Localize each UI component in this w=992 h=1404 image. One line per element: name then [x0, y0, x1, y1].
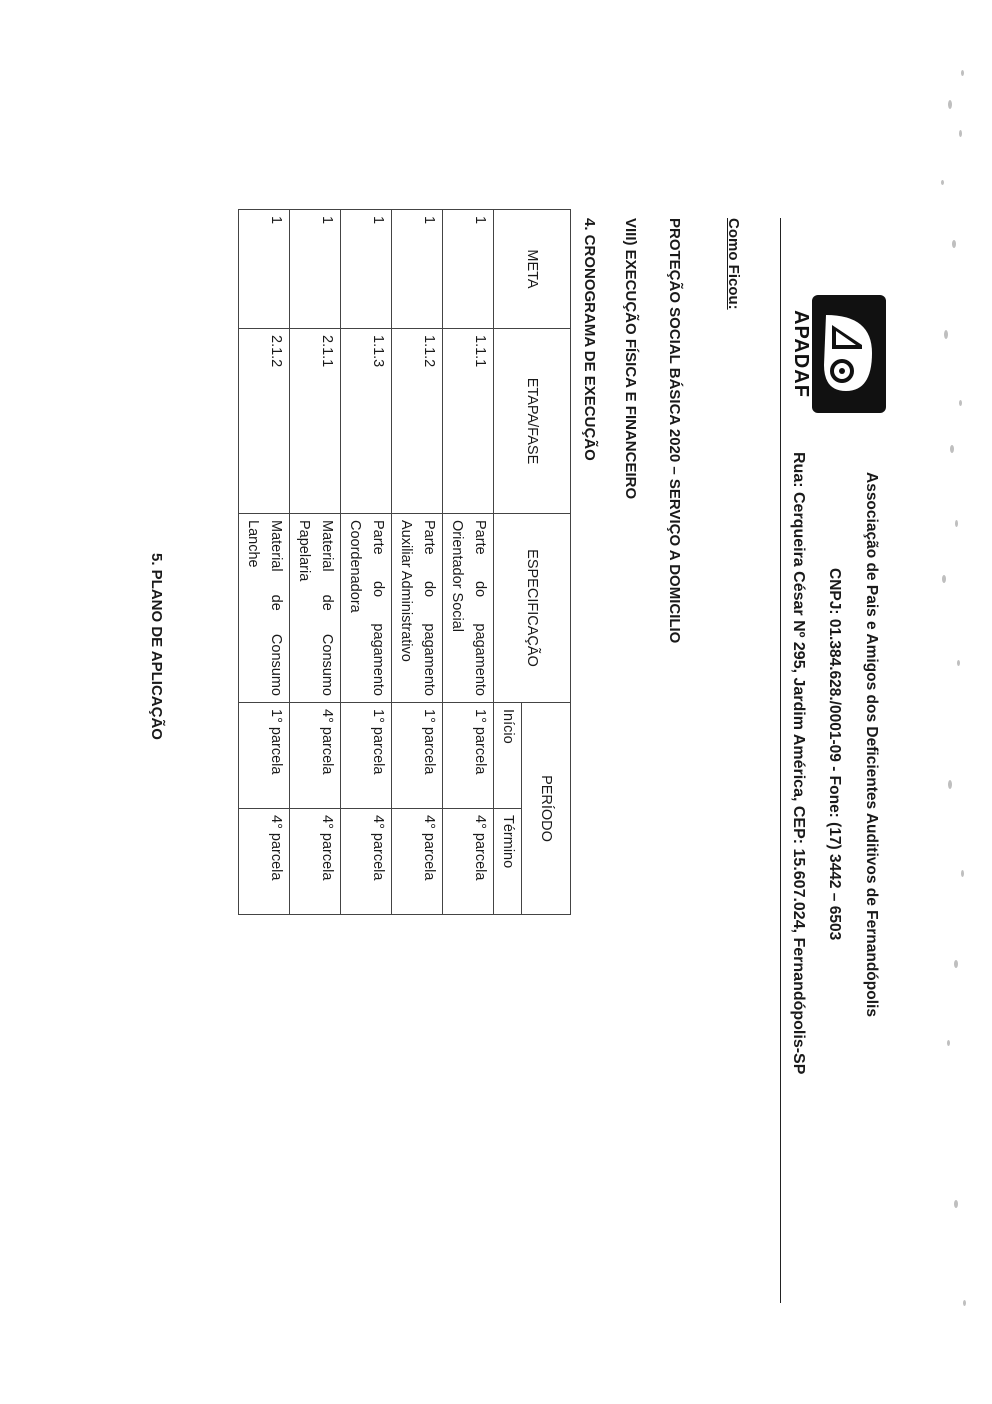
header-especificacao: ESPECIFICAÇÃO: [494, 514, 571, 703]
cell-termino: 4° parcela: [290, 809, 341, 915]
cnpj-phone: CNPJ: 01.384.628./0001-09 - Fone: (17) 3442 – 6503: [826, 568, 843, 941]
cell-meta: 1: [290, 210, 341, 329]
esp-line: Papelaria: [296, 520, 312, 582]
header-termino: Término: [494, 809, 522, 915]
esp-line: Orientador Social: [449, 520, 465, 633]
cell-inicio: 1° parcela: [443, 703, 494, 809]
cell-especificacao: [290, 514, 341, 703]
esp-line: Parte do pagamento: [472, 520, 488, 696]
cell-inicio: 4° parcela: [290, 703, 341, 809]
esp-line: Auxiliar Administrativo: [398, 520, 414, 662]
como-ficou-label: Como Ficou:: [725, 218, 742, 310]
cell-inicio: 1° parcela: [392, 703, 443, 809]
table-header-row: [522, 210, 571, 915]
header-etapa: ETAPA/FASE: [494, 329, 571, 514]
logo-text: APADAF: [790, 310, 812, 398]
cell-especificacao: [239, 514, 290, 703]
cell-especificacao: [443, 514, 494, 703]
section-title-protecao: PROTEÇÃO SOCIAL BÁSICA 2020 – SERVIÇO A DOMICILIO: [666, 218, 683, 644]
esp-line: Material de Consumo: [319, 520, 335, 696]
cell-termino: 4° parcela: [239, 809, 290, 915]
table-row: [290, 210, 341, 915]
cell-etapa: 2.1.2: [239, 329, 290, 514]
cell-meta: 1: [341, 210, 392, 329]
cell-etapa: 2.1.1: [290, 329, 341, 514]
cronograma-table: [238, 209, 571, 915]
cell-especificacao: [341, 514, 392, 703]
section-title-execucao: VIII) EXECUÇÃO FÍSICA E FINANCEIRO: [622, 218, 639, 500]
cell-meta: 1: [443, 210, 494, 329]
header-divider: [780, 218, 781, 1303]
cell-meta: 1: [392, 210, 443, 329]
table-row: [239, 210, 290, 915]
table-row: [341, 210, 392, 915]
esp-line: Parte do pagamento: [370, 520, 386, 696]
cell-inicio: 1° parcela: [239, 703, 290, 809]
cell-meta: 1: [239, 210, 290, 329]
apadaf-logo: [790, 295, 886, 413]
table-row: [392, 210, 443, 915]
cell-termino: 4° parcela: [341, 809, 392, 915]
section-title-plano: 5. PLANO DE APLICAÇÃO: [148, 553, 165, 740]
esp-line: Parte do pagamento: [421, 520, 437, 696]
header-meta: META: [494, 210, 571, 329]
table-row: [443, 210, 494, 915]
cell-inicio: 1° parcela: [341, 703, 392, 809]
cell-especificacao: [392, 514, 443, 703]
cell-etapa: 1.1.2: [392, 329, 443, 514]
cell-etapa: 1.1.3: [341, 329, 392, 514]
cell-etapa: 1.1.1: [443, 329, 494, 514]
org-name: Associação de Pais e Amigos dos Deficientes Auditivos de Fernandópolis: [863, 472, 880, 1017]
address: Rua: Cerqueira César Nº 295, Jardim América, CEP: 15.607.024, Fernandópolis-SP: [790, 452, 807, 1075]
header-inicio: Início: [494, 703, 522, 809]
esp-line: Lanche: [245, 520, 261, 568]
cell-termino: 4° parcela: [443, 809, 494, 915]
header-periodo: PERÍODO: [522, 703, 571, 915]
esp-line: Coordenadora: [347, 520, 363, 613]
cell-termino: 4° parcela: [392, 809, 443, 915]
esp-line: Material de Consumo: [268, 520, 284, 696]
section-title-cronograma: 4. CRONOGRAMA DE EXECUÇÃO: [581, 218, 598, 461]
